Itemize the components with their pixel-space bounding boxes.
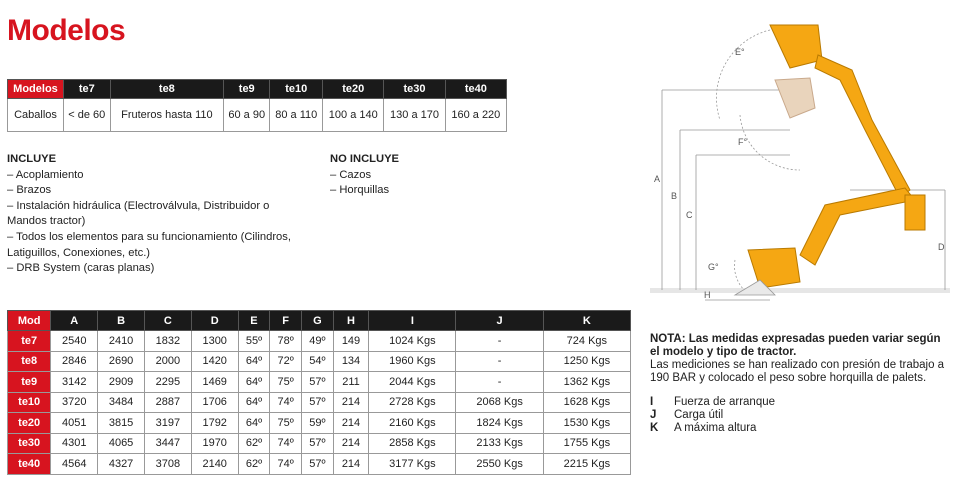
models-header-cell: te8 (110, 80, 224, 99)
dims-cell: 211 (333, 372, 369, 393)
dims-cell: 1832 (144, 331, 191, 352)
models-header-cell: te7 (63, 80, 110, 99)
dims-cell: 1970 (191, 433, 238, 454)
dims-header-row (8, 311, 631, 331)
dims-cell: 1824 Kgs (456, 413, 543, 434)
dims-cell: 1530 Kgs (543, 413, 630, 434)
dims-cell: 3142 (51, 372, 98, 393)
dims-cell: 3447 (144, 433, 191, 454)
frame (905, 195, 925, 230)
dims-cell: 2133 Kgs (456, 433, 543, 454)
dims-cell: 3720 (51, 392, 98, 413)
legend-item: J Carga útil (650, 409, 724, 422)
legend-item: I Fuerza de arranque (650, 396, 776, 408)
bucket-lowered (748, 248, 800, 288)
dims-cell: 3484 (98, 392, 145, 413)
dims-cell: 62º (238, 454, 270, 475)
dims-cell: 1792 (191, 413, 238, 434)
dims-header-cell: J (456, 311, 543, 331)
models-header-cell: te40 (445, 80, 506, 99)
dims-cell: 3815 (98, 413, 145, 434)
dims-model-cell: te30 (8, 433, 51, 454)
dims-cell: 74º (270, 454, 302, 475)
dims-model-cell: te10 (8, 392, 51, 413)
dims-cell: 1420 (191, 351, 238, 372)
excludes-item: – Cazos (330, 168, 372, 181)
table-row (8, 433, 631, 454)
dims-cell: 2410 (98, 331, 145, 352)
note-text: Las mediciones se han realizado con presión de trabajo a 190 BAR y colocado el peso sobre horquilla de palets. (650, 359, 945, 384)
models-cell: 60 a 90 (224, 99, 270, 132)
dims-header-cell: F (270, 311, 302, 331)
loader-diagram (640, 10, 950, 305)
dims-cell: 4051 (51, 413, 98, 434)
label-e: E° (735, 47, 745, 57)
includes-list (7, 152, 307, 277)
dims-cell: 2140 (191, 454, 238, 475)
models-cell: < de 60 (63, 99, 110, 132)
dims-cell: 54º (302, 351, 334, 372)
dims-cell: 72º (270, 351, 302, 372)
dims-cell: 214 (333, 413, 369, 434)
label-b: B (671, 191, 678, 201)
dims-header-cell: E (238, 311, 270, 331)
dims-cell: 1469 (191, 372, 238, 393)
dims-cell: 2846 (51, 351, 98, 372)
dims-cell: 149 (333, 331, 369, 352)
legend-item: K A máxima altura (650, 422, 757, 435)
boom-raised (815, 55, 910, 198)
dims-cell: 2215 Kgs (543, 454, 630, 475)
dims-cell: - (456, 372, 543, 393)
includes-item: – DRB System (caras planas) (7, 262, 155, 275)
dims-cell: 2728 Kgs (369, 392, 456, 413)
dims-header-cell: K (543, 311, 630, 331)
models-row-caballos (8, 99, 507, 132)
dims-cell: 214 (333, 392, 369, 413)
dims-cell: 75º (270, 413, 302, 434)
dims-cell: 55º (238, 331, 270, 352)
models-cell: 100 a 140 (323, 99, 384, 132)
dims-cell: 2068 Kgs (456, 392, 543, 413)
table-row (8, 372, 631, 393)
models-header-cell: te20 (323, 80, 384, 99)
dims-cell: 2550 Kgs (456, 454, 543, 475)
dims-cell: 74º (270, 433, 302, 454)
dims-cell: 2887 (144, 392, 191, 413)
bucket-raised (770, 25, 822, 68)
dims-cell: 4564 (51, 454, 98, 475)
dims-cell: 2044 Kgs (369, 372, 456, 393)
models-cell: 160 a 220 (445, 99, 506, 132)
dims-header-cell: D (191, 311, 238, 331)
dims-cell: 3197 (144, 413, 191, 434)
dims-cell: 4065 (98, 433, 145, 454)
dims-cell: 1755 Kgs (543, 433, 630, 454)
models-header-row (8, 80, 507, 99)
dims-cell: 64º (238, 392, 270, 413)
dims-cell: 4327 (98, 454, 145, 475)
ground (650, 288, 950, 293)
dims-cell: 64º (238, 351, 270, 372)
label-c: C (686, 210, 693, 220)
dims-model-cell: te7 (8, 331, 51, 352)
dims-header-cell: I (369, 311, 456, 331)
includes-item: – Instalación hidráulica (Electroválvula, Distribuidor o Mandos tractor) (7, 199, 270, 228)
table-row (8, 454, 631, 475)
models-cell: 130 a 170 (384, 99, 445, 132)
dims-cell: 2858 Kgs (369, 433, 456, 454)
dims-cell: 1706 (191, 392, 238, 413)
includes-item: – Acoplamiento (7, 168, 84, 181)
dims-cell: 2540 (51, 331, 98, 352)
dims-cell: 64º (238, 413, 270, 434)
dims-cell: 724 Kgs (543, 331, 630, 352)
dims-cell: 214 (333, 454, 369, 475)
dims-cell: 57º (302, 372, 334, 393)
dims-cell: 1960 Kgs (369, 351, 456, 372)
models-row-label: Caballos (8, 99, 64, 132)
excludes-heading: NO INCLUYE (330, 153, 399, 165)
dims-body (8, 331, 631, 475)
dims-header-cell: Mod (8, 311, 51, 331)
dims-cell: 2160 Kgs (369, 413, 456, 434)
note-bold: NOTA: Las medidas expresadas pueden variar según el modelo y tipo de tractor. (650, 333, 941, 358)
dims-cell: 1362 Kgs (543, 372, 630, 393)
dims-header-cell: H (333, 311, 369, 331)
dims-cell: - (456, 351, 543, 372)
dims-cell: 134 (333, 351, 369, 372)
dims-model-cell: te8 (8, 351, 51, 372)
dims-header-cell: G (302, 311, 334, 331)
table-row (8, 351, 631, 372)
table-row (8, 413, 631, 434)
dims-cell: 1024 Kgs (369, 331, 456, 352)
dims-cell: 62º (238, 433, 270, 454)
dims-cell: 74º (270, 392, 302, 413)
includes-item: – Brazos (7, 184, 52, 197)
dimensions-table (7, 310, 631, 475)
dims-cell: 64º (238, 372, 270, 393)
dims-cell: 2909 (98, 372, 145, 393)
dims-header-cell: B (98, 311, 145, 331)
includes-heading: INCLUYE (7, 153, 57, 165)
dims-cell: 3708 (144, 454, 191, 475)
label-h: H (704, 290, 711, 300)
includes-item: – Todos los elementos para su funcionamiento (Cilindros, Latiguillos, Conexiones, etc.) (7, 230, 291, 259)
dims-cell: 3177 Kgs (369, 454, 456, 475)
page-title: Modelos (7, 14, 126, 47)
dims-cell: 4301 (51, 433, 98, 454)
label-g: G° (708, 262, 719, 272)
dims-cell: 2690 (98, 351, 145, 372)
models-header-cell: te9 (224, 80, 270, 99)
dims-cell: 1300 (191, 331, 238, 352)
dims-cell: 57º (302, 454, 334, 475)
models-header-cell: te30 (384, 80, 445, 99)
note (650, 333, 950, 385)
dims-cell: 75º (270, 372, 302, 393)
dims-cell: - (456, 331, 543, 352)
label-f: F° (738, 137, 748, 147)
models-cell: Fruteros hasta 110 (110, 99, 224, 132)
dims-model-cell: te40 (8, 454, 51, 475)
models-header-cell: Modelos (8, 80, 64, 99)
dims-model-cell: te9 (8, 372, 51, 393)
dims-cell: 57º (302, 433, 334, 454)
models-table (7, 79, 507, 132)
boom-lowered (800, 188, 915, 265)
label-a: A (654, 174, 661, 184)
models-header-cell: te10 (270, 80, 323, 99)
dims-cell: 2000 (144, 351, 191, 372)
table-row (8, 392, 631, 413)
excludes-list (330, 152, 399, 199)
dims-cell: 78º (270, 331, 302, 352)
dims-header-cell: C (144, 311, 191, 331)
label-d: D (938, 242, 945, 252)
dims-cell: 57º (302, 392, 334, 413)
dims-cell: 1250 Kgs (543, 351, 630, 372)
models-cell: 80 a 110 (270, 99, 323, 132)
dims-cell: 214 (333, 433, 369, 454)
dims-header-cell: A (51, 311, 98, 331)
legend (650, 396, 775, 436)
excludes-item: – Horquillas (330, 184, 390, 197)
dims-model-cell: te20 (8, 413, 51, 434)
bucket-tilted (775, 78, 815, 118)
dims-cell: 59º (302, 413, 334, 434)
dims-cell: 49º (302, 331, 334, 352)
table-row (8, 331, 631, 352)
dims-cell: 1628 Kgs (543, 392, 630, 413)
dims-cell: 2295 (144, 372, 191, 393)
